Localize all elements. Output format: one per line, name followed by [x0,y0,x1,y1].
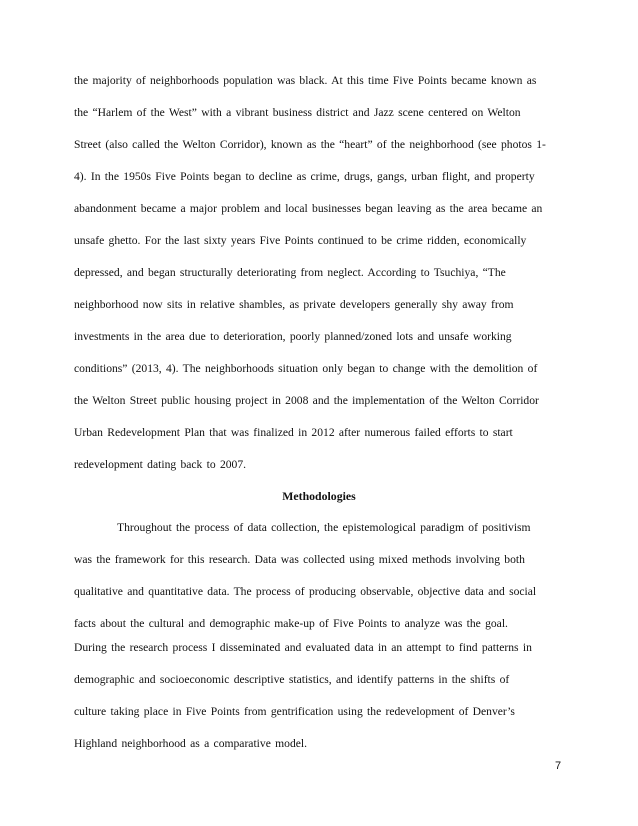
paragraph-2-line: During the research process I disseminated and evaluated data in an attempt to find patterns in [74,641,532,654]
paragraph-2-line: demographic and socioeconomic descriptive statistics, and identify patterns in the shifts of [74,673,510,686]
paragraph-2-line: culture taking place in Five Points from gentrification using the redevelopment of Denver’s [74,705,515,718]
section-heading: Methodologies [282,489,356,503]
paragraph-1-line: depressed, and began structurally deteriorating from neglect. According to Tsuchiya, “The [74,266,506,279]
paragraph-1-line: redevelopment dating back to 2007. [74,458,247,471]
paragraph-1-line: 4). In the 1950s Five Points began to decline as crime, drugs, gangs, urban flight, and property [74,170,535,183]
paragraph-1-line: conditions” (2013, 4). The neighborhoods situation only began to change with the demolition of [74,362,538,375]
paragraph-2-line: Throughout the process of data collection, the epistemological paradigm of positivism [117,521,531,534]
paragraph-2-line: was the framework for this research. Data was collected using mixed methods involving both [74,553,525,566]
paragraph-1-line: Urban Redevelopment Plan that was finalized in 2012 after numerous failed efforts to start [74,426,513,439]
page-number: 7 [555,760,562,772]
paragraph-1-line: abandonment became a major problem and local businesses began leaving as the area became an [74,202,543,215]
paragraph-1-line: unsafe ghetto. For the last sixty years Five Points continued to be crime ridden, economically [74,234,527,247]
paragraph-1-line: Street (also called the Welton Corridor), known as the “heart” of the neighborhood (see photos 1- [74,138,546,151]
paragraph-1-line: the “Harlem of the West” with a vibrant business district and Jazz scene centered on Welton [74,106,521,119]
paragraph-1-line: the majority of neighborhoods population was black. At this time Five Points became known as [74,74,537,87]
paragraph-1-line: neighborhood now sits in relative shambles, as private developers generally shy away from [74,298,514,311]
paragraph-1-line: investments in the area due to deterioration, poorly planned/zoned lots and unsafe working [74,330,512,343]
paragraph-2-line: facts about the cultural and demographic make-up of Five Points to analyze was the goal. [74,617,508,630]
paragraph-2-line: Highland neighborhood as a comparative model. [74,737,308,750]
paragraph-1-line: the Welton Street public housing project in 2008 and the implementation of the Welton Corridor [74,394,539,407]
paragraph-2-line: qualitative and quantitative data. The process of producing observable, objective data and social [74,585,537,598]
